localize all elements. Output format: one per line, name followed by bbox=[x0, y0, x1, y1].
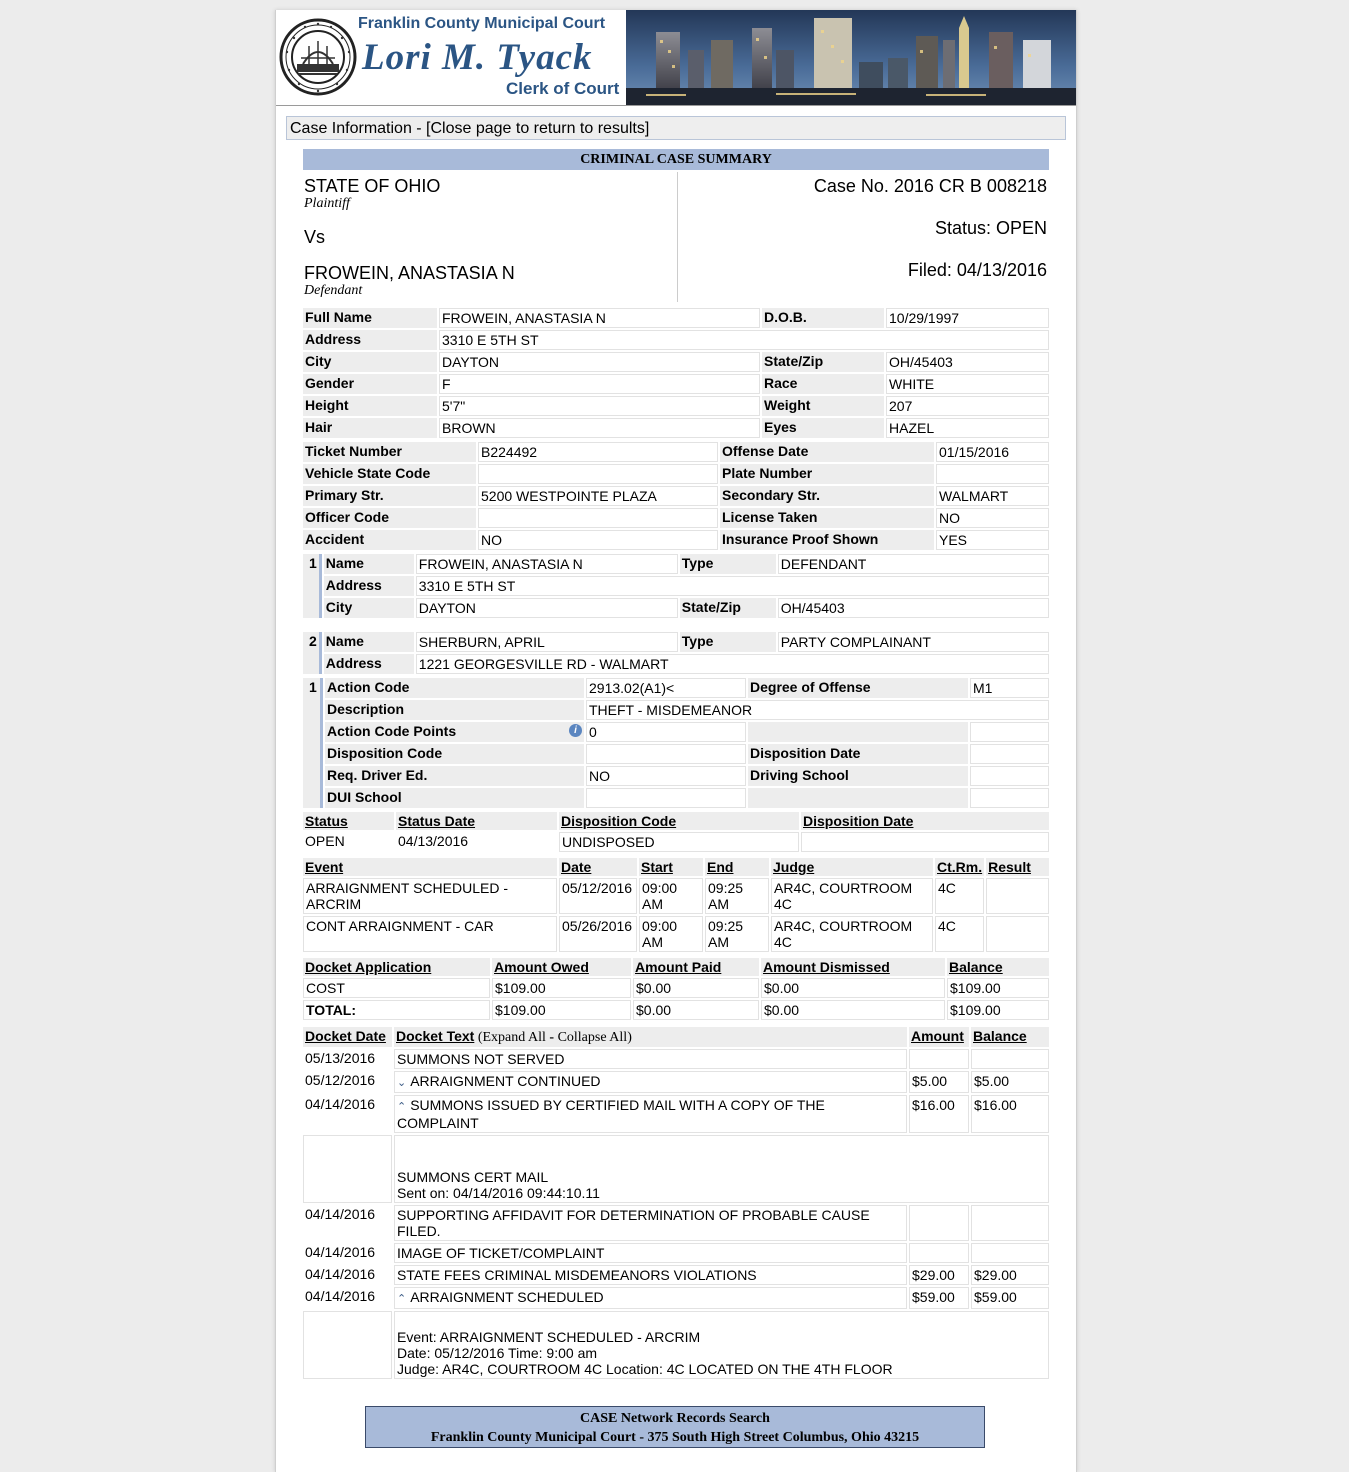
city-value: DAYTON bbox=[439, 352, 760, 372]
event-judge: AR4C, COURTROOM 4C bbox=[771, 916, 933, 952]
amount-owed-header: Amount Owed bbox=[492, 958, 631, 976]
party-city-value: DAYTON bbox=[416, 598, 678, 618]
open-paren: ( bbox=[474, 1030, 483, 1045]
close-paren: ) bbox=[627, 1030, 632, 1045]
party-address-label: Address bbox=[324, 576, 414, 596]
event-end: 09:25 AM bbox=[705, 916, 769, 952]
table-row bbox=[303, 396, 1049, 416]
disposition-code-value: UNDISPOSED bbox=[559, 832, 799, 852]
party-address-value: 3310 E 5TH ST bbox=[416, 576, 1049, 596]
table-row bbox=[303, 1287, 1049, 1309]
party-1-table bbox=[301, 552, 1051, 620]
table-row bbox=[303, 722, 1049, 742]
event-result bbox=[986, 878, 1049, 914]
weight-value: 207 bbox=[886, 396, 1049, 416]
court-name: Franklin County Municipal Court bbox=[358, 15, 606, 32]
docket-detail-line: SUMMONS CERT MAIL bbox=[397, 1169, 549, 1185]
docket-text: SUMMONS NOT SERVED bbox=[394, 1049, 907, 1069]
party-city-label: City bbox=[324, 598, 414, 618]
total-paid: $0.00 bbox=[633, 1000, 759, 1020]
driver-ed-label: Req. Driver Ed. bbox=[325, 766, 584, 786]
party-name-value: FROWEIN, ANASTASIA N bbox=[416, 554, 678, 574]
chevron-up-icon[interactable]: ⌃ bbox=[397, 1293, 407, 1305]
docket-date: 04/14/2016 bbox=[305, 1244, 376, 1260]
collapse-all-link[interactable]: Collapse All bbox=[557, 1030, 628, 1045]
city-label: City bbox=[303, 352, 437, 372]
party-type-label: Type bbox=[680, 632, 776, 652]
date-header: Date bbox=[559, 858, 637, 876]
table-row bbox=[303, 632, 1049, 652]
table-row bbox=[303, 352, 1049, 372]
status-date-header: Status Date bbox=[396, 812, 557, 830]
table-row bbox=[303, 1027, 1049, 1047]
party-2-table bbox=[301, 630, 1051, 676]
table-row bbox=[303, 1135, 1049, 1203]
offense-date-label: Offense Date bbox=[720, 442, 934, 462]
amount-header: Amount bbox=[909, 1027, 969, 1047]
action-code-value: 2913.02(A1)< bbox=[586, 678, 746, 698]
event-date: 05/12/2016 bbox=[559, 878, 637, 914]
officer-code-value bbox=[478, 508, 718, 528]
empty-label-cell bbox=[748, 788, 968, 808]
accident-value: NO bbox=[478, 530, 718, 550]
status-header: Status bbox=[303, 812, 394, 830]
plate-number-value bbox=[936, 464, 1049, 484]
table-row bbox=[303, 878, 1049, 914]
plaintiff-name: STATE OF OHIO bbox=[304, 176, 441, 196]
status-value: OPEN bbox=[305, 833, 345, 849]
party-statezip-value: OH/45403 bbox=[778, 598, 1049, 618]
footer-title: CASE Network Records Search bbox=[580, 1411, 770, 1426]
versus-label: Vs bbox=[304, 227, 326, 247]
party-name-label: Name bbox=[324, 632, 414, 652]
info-icon[interactable]: i bbox=[569, 724, 582, 737]
table-row bbox=[303, 858, 1049, 876]
disposition-code-header: Disposition Code bbox=[559, 812, 799, 830]
plate-number-label: Plate Number bbox=[720, 464, 934, 484]
balance-header: Balance bbox=[947, 958, 1049, 976]
table-row bbox=[303, 1311, 1049, 1379]
judge-header: Judge bbox=[771, 858, 933, 876]
party-number: 1 bbox=[303, 554, 322, 618]
disposition-code-value bbox=[586, 744, 746, 764]
driving-school-label: Driving School bbox=[748, 766, 968, 786]
docket-balance bbox=[971, 1049, 1049, 1069]
total-dismissed: $0.00 bbox=[761, 1000, 945, 1020]
ticket-info-table bbox=[301, 440, 1051, 552]
table-row bbox=[303, 1095, 1049, 1133]
event-courtroom: 4C bbox=[935, 916, 984, 952]
primary-street-label: Primary Str. bbox=[303, 486, 476, 506]
docket-balance: $5.00 bbox=[971, 1071, 1049, 1093]
weight-label: Weight bbox=[762, 396, 884, 416]
table-row bbox=[303, 442, 1049, 462]
amount-paid-header: Amount Paid bbox=[633, 958, 759, 976]
events-table bbox=[301, 856, 1051, 954]
docket-text: ARRAIGNMENT CONTINUED bbox=[410, 1073, 601, 1089]
docket-date: 04/14/2016 bbox=[305, 1288, 376, 1304]
event-start: 09:00 AM bbox=[639, 916, 703, 952]
docket-text: ARRAIGNMENT SCHEDULED bbox=[410, 1289, 604, 1305]
docket-amount: $5.00 bbox=[909, 1071, 969, 1093]
docket-text-cell bbox=[394, 1071, 907, 1093]
link-separator: - bbox=[545, 1030, 558, 1045]
ticket-number-label: Ticket Number bbox=[303, 442, 476, 462]
docket-balance: $59.00 bbox=[971, 1287, 1049, 1309]
race-label: Race bbox=[762, 374, 884, 394]
docket-amount bbox=[909, 1205, 969, 1241]
total-balance: $109.00 bbox=[947, 1000, 1049, 1020]
height-label: Height bbox=[303, 396, 437, 416]
start-header: Start bbox=[639, 858, 703, 876]
page-container bbox=[275, 10, 1077, 1472]
docket-date: 05/12/2016 bbox=[305, 1072, 376, 1088]
gender-value: F bbox=[439, 374, 760, 394]
statezip-label: State/Zip bbox=[762, 352, 884, 372]
table-row bbox=[303, 654, 1049, 674]
license-taken-label: License Taken bbox=[720, 508, 934, 528]
docket-table bbox=[301, 1025, 1051, 1381]
event-date: 05/26/2016 bbox=[559, 916, 637, 952]
empty-value-cell bbox=[970, 788, 1049, 808]
table-row bbox=[303, 916, 1049, 952]
cost-owed: $109.00 bbox=[492, 978, 631, 998]
secondary-street-label: Secondary Str. bbox=[720, 486, 934, 506]
disposition-date-header: Disposition Date bbox=[801, 812, 1049, 830]
driving-school-value bbox=[970, 766, 1049, 786]
docket-date: 05/13/2016 bbox=[305, 1050, 376, 1066]
full-name-label: Full Name bbox=[303, 308, 437, 328]
clerk-title: Clerk of Court bbox=[506, 79, 620, 98]
banner-branding bbox=[276, 10, 626, 105]
city-skyline-image bbox=[626, 10, 1076, 105]
table-row bbox=[303, 978, 1049, 998]
event-end: 09:25 AM bbox=[705, 878, 769, 914]
docket-application-header: Docket Application bbox=[303, 958, 490, 976]
dui-school-label: DUI School bbox=[325, 788, 584, 808]
site-footer bbox=[365, 1406, 985, 1448]
costs-table bbox=[301, 956, 1051, 1022]
case-filed-date: Filed: 04/13/2016 bbox=[907, 260, 1047, 280]
party-address-label: Address bbox=[324, 654, 414, 674]
docket-detail-line: Date: 05/12/2016 Time: 9:00 am bbox=[397, 1345, 598, 1361]
table-row bbox=[303, 508, 1049, 528]
party-name-label: Name bbox=[324, 554, 414, 574]
docket-balance bbox=[971, 1205, 1049, 1241]
table-row bbox=[303, 554, 1049, 574]
table-row bbox=[303, 464, 1049, 484]
docket-amount: $29.00 bbox=[909, 1265, 969, 1285]
docket-text: IMAGE OF TICKET/COMPLAINT bbox=[394, 1243, 907, 1263]
party-type-label: Type bbox=[680, 554, 776, 574]
table-row bbox=[303, 418, 1049, 438]
party-number: 2 bbox=[303, 632, 322, 674]
action-code-points-cell bbox=[325, 722, 584, 742]
secondary-street-value: WALMART bbox=[936, 486, 1049, 506]
description-label: Description bbox=[325, 700, 584, 720]
party-statezip-label: State/Zip bbox=[680, 598, 776, 618]
table-row bbox=[303, 1243, 1049, 1263]
docket-amount bbox=[909, 1049, 969, 1069]
docket-text: STATE FEES CRIMINAL MISDEMEANORS VIOLATIONS bbox=[394, 1265, 907, 1285]
race-value: WHITE bbox=[886, 374, 1049, 394]
disposition-date-label: Disposition Date bbox=[748, 744, 968, 764]
table-row bbox=[303, 678, 1049, 698]
case-summary-title: CRIMINAL CASE SUMMARY bbox=[303, 149, 1049, 170]
table-row bbox=[303, 530, 1049, 550]
table-row bbox=[303, 1265, 1049, 1285]
event-name: ARRAIGNMENT SCHEDULED - ARCRIM bbox=[303, 878, 557, 914]
table-row bbox=[303, 812, 1049, 830]
docket-amount: $59.00 bbox=[909, 1287, 969, 1309]
table-row bbox=[303, 1049, 1049, 1069]
end-header: End bbox=[705, 858, 769, 876]
degree-label: Degree of Offense bbox=[748, 678, 968, 698]
table-row bbox=[303, 700, 1049, 720]
disposition-code-label: Disposition Code bbox=[325, 744, 584, 764]
docket-text-cell bbox=[394, 1095, 907, 1133]
cost-dismissed: $0.00 bbox=[761, 978, 945, 998]
docket-detail-spacer bbox=[303, 1311, 392, 1379]
hair-value: BROWN bbox=[439, 418, 760, 438]
docket-text-header-cell bbox=[394, 1027, 907, 1047]
ticket-number-value: B224492 bbox=[478, 442, 718, 462]
total-owed: $109.00 bbox=[492, 1000, 631, 1020]
hair-label: Hair bbox=[303, 418, 437, 438]
dob-value: 10/29/1997 bbox=[886, 308, 1049, 328]
table-row bbox=[303, 598, 1049, 618]
action-code-points-value: 0 bbox=[586, 722, 746, 742]
event-result bbox=[986, 916, 1049, 952]
amount-dismissed-header: Amount Dismissed bbox=[761, 958, 945, 976]
gender-label: Gender bbox=[303, 374, 437, 394]
table-row bbox=[303, 330, 1049, 350]
height-value: 5'7" bbox=[439, 396, 760, 416]
docket-amount: $16.00 bbox=[909, 1095, 969, 1133]
full-name-value: FROWEIN, ANASTASIA N bbox=[439, 308, 760, 328]
docket-amount bbox=[909, 1243, 969, 1263]
party-type-value: DEFENDANT bbox=[778, 554, 1049, 574]
table-row bbox=[303, 308, 1049, 328]
summary-divider bbox=[677, 172, 678, 302]
accident-label: Accident bbox=[303, 530, 476, 550]
offense-date-value: 01/15/2016 bbox=[936, 442, 1049, 462]
docket-date: 04/14/2016 bbox=[305, 1206, 376, 1222]
statezip-value: OH/45403 bbox=[886, 352, 1049, 372]
table-row bbox=[303, 744, 1049, 764]
docket-balance bbox=[971, 1243, 1049, 1263]
plaintiff-role: Plaintiff bbox=[304, 196, 350, 211]
table-row bbox=[303, 832, 1049, 852]
party-address-value: 1221 GEORGESVILLE RD - WALMART bbox=[416, 654, 1049, 674]
table-row bbox=[303, 1205, 1049, 1241]
primary-street-value: 5200 WESTPOINTE PLAZA bbox=[478, 486, 718, 506]
event-name: CONT ARRAIGNMENT - CAR bbox=[303, 916, 557, 952]
insurance-proof-label: Insurance Proof Shown bbox=[720, 530, 934, 550]
courtroom-header: Ct.Rm. bbox=[937, 859, 983, 875]
disposition-date-value bbox=[970, 744, 1049, 764]
address-label: Address bbox=[303, 330, 437, 350]
event-start: 09:00 AM bbox=[639, 878, 703, 914]
docket-detail bbox=[394, 1135, 1049, 1203]
party-name-value: SHERBURN, APRIL bbox=[416, 632, 678, 652]
case-status: Status: OPEN bbox=[934, 218, 1047, 238]
status-date-value: 04/13/2016 bbox=[398, 833, 469, 849]
docket-date-header: Docket Date bbox=[303, 1027, 392, 1047]
insurance-proof-value: YES bbox=[936, 530, 1049, 550]
docket-detail-spacer bbox=[303, 1135, 392, 1203]
clerk-name: Lori M. Tyack bbox=[362, 37, 593, 78]
degree-value: M1 bbox=[970, 678, 1049, 698]
disposition-date-value bbox=[801, 832, 1049, 852]
party-type-value: PARTY COMPLAINANT bbox=[778, 632, 1049, 652]
result-header: Result bbox=[986, 858, 1049, 876]
docket-detail-line: Event: ARRAIGNMENT SCHEDULED - ARCRIM bbox=[397, 1329, 701, 1345]
docket-detail bbox=[394, 1311, 1049, 1379]
docket-balance: $29.00 bbox=[971, 1265, 1049, 1285]
description-value: THEFT - MISDEMEANOR bbox=[586, 700, 1049, 720]
license-taken-value: NO bbox=[936, 508, 1049, 528]
action-code-points-label: Action Code Points bbox=[327, 723, 457, 739]
docket-balance: $16.00 bbox=[971, 1095, 1049, 1133]
docket-text-header: Docket Text bbox=[396, 1028, 475, 1044]
cost-balance: $109.00 bbox=[947, 978, 1049, 998]
chevron-down-icon[interactable]: ⌄ bbox=[397, 1077, 407, 1089]
site-banner bbox=[276, 10, 1076, 106]
officer-code-label: Officer Code bbox=[303, 508, 476, 528]
docket-detail-line: Judge: AR4C, COURTROOM 4C Location: 4C LOCATED ON THE 4TH FLOOR bbox=[397, 1361, 893, 1377]
charge-number: 1 bbox=[303, 678, 323, 808]
address-value: 3310 E 5TH ST bbox=[439, 330, 1049, 350]
dui-school-value bbox=[586, 788, 746, 808]
table-row bbox=[303, 958, 1049, 976]
footer-address: Franklin County Municipal Court - 375 South High Street Columbus, Ohio 43215 bbox=[430, 1430, 920, 1445]
table-row bbox=[303, 788, 1049, 808]
defendant-info-table bbox=[301, 306, 1051, 440]
table-row bbox=[303, 486, 1049, 506]
empty-value-cell bbox=[970, 722, 1049, 742]
status-table bbox=[301, 810, 1051, 854]
event-header: Event bbox=[303, 858, 557, 876]
event-courtroom: 4C bbox=[935, 878, 984, 914]
docket-text: SUMMONS ISSUED BY CERTIFIED MAIL WITH A COPY OF THE COMPLAINT bbox=[397, 1097, 825, 1131]
vehicle-state-label: Vehicle State Code bbox=[303, 464, 476, 484]
charge-table bbox=[301, 676, 1051, 810]
docket-balance-header: Balance bbox=[971, 1027, 1049, 1047]
table-row bbox=[303, 576, 1049, 596]
total-label: TOTAL: bbox=[303, 1000, 490, 1020]
dob-label: D.O.B. bbox=[762, 308, 884, 328]
court-seal-logo bbox=[279, 16, 357, 98]
eyes-label: Eyes bbox=[762, 418, 884, 438]
docket-text: SUPPORTING AFFIDAVIT FOR DETERMINATION OF PROBABLE CAUSE FILED. bbox=[394, 1205, 907, 1241]
defendant-role: Defendant bbox=[304, 283, 363, 298]
case-number: Case No. 2016 CR B 008218 bbox=[813, 176, 1047, 196]
driver-ed-value: NO bbox=[586, 766, 746, 786]
table-row bbox=[303, 1000, 1049, 1020]
docket-detail-line: Sent on: 04/14/2016 09:44:10.11 bbox=[397, 1185, 600, 1201]
eyes-value: HAZEL bbox=[886, 418, 1049, 438]
docket-date: 04/14/2016 bbox=[305, 1096, 376, 1112]
docket-date: 04/14/2016 bbox=[305, 1266, 376, 1282]
case-information-bar[interactable]: Case Information - [Close page to return to results] bbox=[286, 116, 1066, 140]
cost-application: COST bbox=[303, 978, 490, 998]
docket-text-cell bbox=[394, 1287, 907, 1309]
table-row bbox=[303, 374, 1049, 394]
defendant-name: FROWEIN, ANASTASIA N bbox=[304, 263, 515, 283]
expand-all-link[interactable]: Expand All bbox=[482, 1030, 546, 1045]
cost-paid: $0.00 bbox=[633, 978, 759, 998]
table-row bbox=[303, 766, 1049, 786]
event-judge: AR4C, COURTROOM 4C bbox=[771, 878, 933, 914]
action-code-label: Action Code bbox=[325, 678, 584, 698]
empty-label-cell bbox=[748, 722, 968, 742]
vehicle-state-value bbox=[478, 464, 718, 484]
chevron-up-icon[interactable]: ⌃ bbox=[397, 1101, 407, 1113]
table-row bbox=[303, 1071, 1049, 1093]
